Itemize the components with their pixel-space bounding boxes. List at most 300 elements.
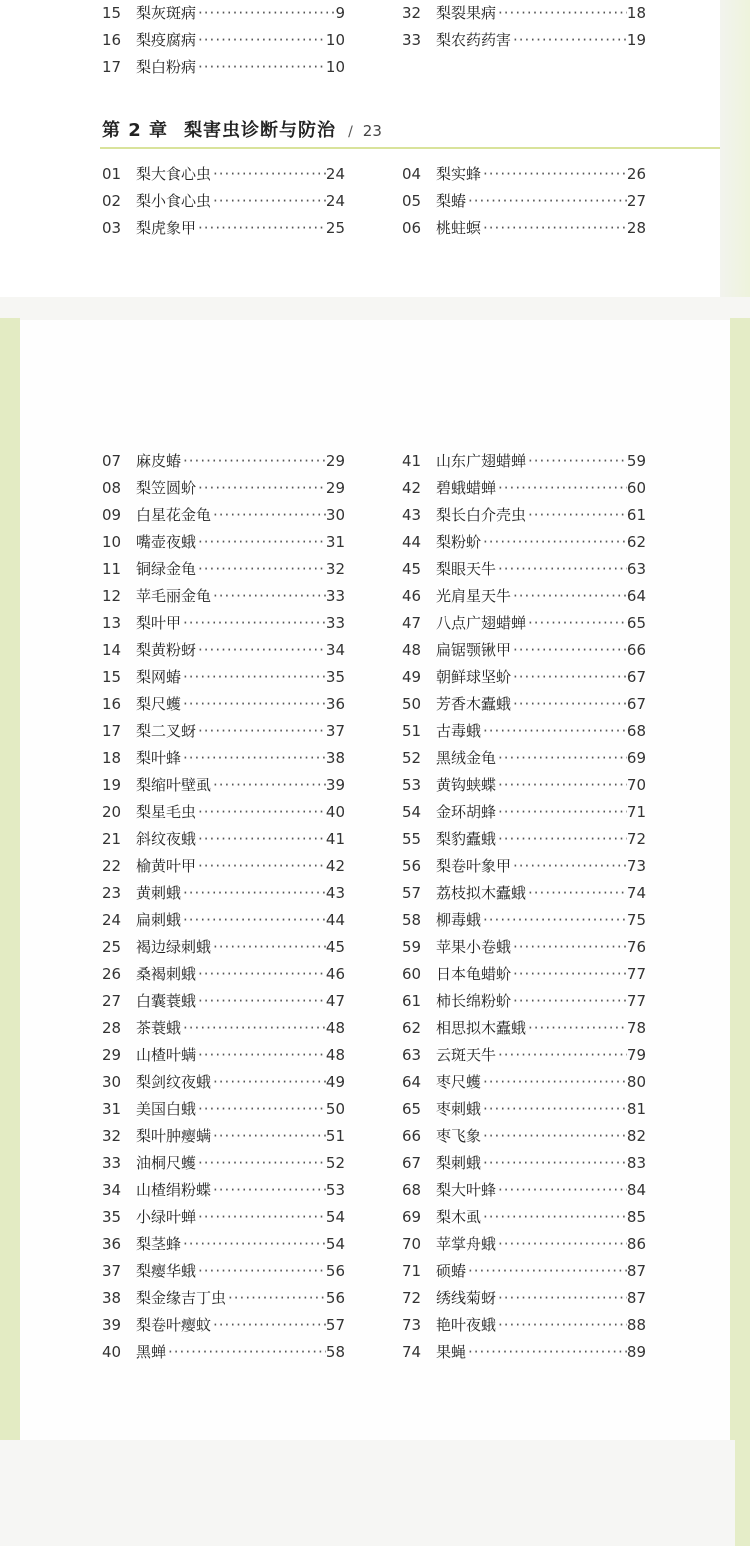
entry-page: 78 <box>626 1019 646 1037</box>
entry-title: 梨卷叶瘿蚊 <box>136 1316 212 1334</box>
entry-number: 40 <box>102 1343 122 1361</box>
entry-title: 云斑天牛 <box>436 1046 497 1064</box>
entry-title: 黄钩蛱蝶 <box>436 776 497 794</box>
entry-page: 35 <box>325 668 345 686</box>
entry-page: 46 <box>325 965 345 983</box>
entry-title: 白囊蓑蛾 <box>136 992 197 1010</box>
entry-title: 梨蝽 <box>436 192 467 210</box>
dot-leader <box>481 161 627 188</box>
entry-page: 33 <box>325 587 345 605</box>
entry-title: 梨大叶蜂 <box>436 1181 497 1199</box>
entry-number: 11 <box>102 560 122 578</box>
toc-entry <box>402 1204 646 1231</box>
entry-number: 31 <box>102 1100 122 1118</box>
entry-title: 梨茎蜂 <box>136 1235 182 1253</box>
entry-number: 67 <box>402 1154 422 1172</box>
toc-entry <box>402 1150 646 1177</box>
toc-entry <box>102 161 345 188</box>
entry-page: 81 <box>626 1100 646 1118</box>
toc-entry <box>402 610 646 637</box>
toc-page-bottom <box>20 320 730 1440</box>
entry-page: 60 <box>626 479 646 497</box>
entry-title: 枣刺蛾 <box>436 1100 482 1118</box>
dot-leader <box>196 215 326 242</box>
dot-leader <box>496 745 627 772</box>
entry-number: 15 <box>102 668 122 686</box>
dot-leader <box>481 718 627 745</box>
toc-entry <box>402 529 646 556</box>
dot-leader <box>481 1123 627 1150</box>
entry-title: 朝鲜球坚蚧 <box>436 668 512 686</box>
entry-title: 梨豹蠹蛾 <box>436 830 497 848</box>
entry-number: 69 <box>402 1208 422 1226</box>
toc-entry <box>402 637 646 664</box>
entry-title: 榆黄叶甲 <box>136 857 197 875</box>
toc-entry <box>402 1231 646 1258</box>
entry-page: 32 <box>325 560 345 578</box>
toc-page-top <box>0 0 720 297</box>
entry-title: 日本龟蜡蚧 <box>436 965 512 983</box>
entry-page: 41 <box>325 830 345 848</box>
entry-page: 31 <box>325 533 345 551</box>
entry-title: 桃蛀螟 <box>436 219 482 237</box>
entry-page: 18 <box>626 4 646 22</box>
entry-title: 黑绒金龟 <box>436 749 497 767</box>
dot-leader <box>196 988 326 1015</box>
toc-entry <box>102 1042 345 1069</box>
entry-number: 15 <box>102 4 122 22</box>
toc-entry <box>102 1069 345 1096</box>
entry-title: 梨小食心虫 <box>136 192 212 210</box>
entry-title: 光肩星天牛 <box>436 587 512 605</box>
entry-page: 19 <box>626 31 646 49</box>
entry-page: 27 <box>626 192 646 210</box>
entry-title: 梨虎象甲 <box>136 219 197 237</box>
dot-leader <box>196 1204 326 1231</box>
entry-page: 89 <box>626 1343 646 1361</box>
entry-page: 48 <box>325 1046 345 1064</box>
entry-title: 梨剑纹夜蛾 <box>136 1073 212 1091</box>
entry-number: 52 <box>402 749 422 767</box>
dot-leader <box>196 54 326 81</box>
entry-title: 柳毒蛾 <box>436 911 482 929</box>
dot-leader <box>526 1015 627 1042</box>
entry-number: 03 <box>102 219 122 237</box>
entry-number: 21 <box>102 830 122 848</box>
dot-leader <box>511 961 627 988</box>
entry-number: 61 <box>402 992 422 1010</box>
entry-number: 10 <box>102 533 122 551</box>
toc-entry <box>402 1042 646 1069</box>
dot-leader <box>196 0 335 27</box>
entry-number: 36 <box>102 1235 122 1253</box>
toc-entry <box>402 799 646 826</box>
dot-leader <box>496 1042 627 1069</box>
entry-number: 42 <box>402 479 422 497</box>
toc-entry <box>402 961 646 988</box>
entry-title: 梨眼天牛 <box>436 560 497 578</box>
entry-number: 19 <box>102 776 122 794</box>
entry-page: 48 <box>325 1019 345 1037</box>
dot-leader <box>196 853 326 880</box>
entry-title: 相思拟木蠹蛾 <box>436 1019 527 1037</box>
toc-entry <box>402 907 646 934</box>
entry-page: 67 <box>626 668 646 686</box>
toc-entry <box>102 502 345 529</box>
dot-leader <box>481 529 627 556</box>
entry-number: 34 <box>102 1181 122 1199</box>
entry-number: 26 <box>102 965 122 983</box>
page-edge-green <box>730 318 750 1442</box>
toc-entry <box>102 556 345 583</box>
entry-title: 梨裂果病 <box>436 4 497 22</box>
entry-number: 60 <box>402 965 422 983</box>
entry-page: 71 <box>626 803 646 821</box>
dot-leader <box>496 1312 627 1339</box>
toc-entry <box>402 1096 646 1123</box>
dot-leader <box>181 610 326 637</box>
dot-leader <box>511 853 627 880</box>
entry-title: 苹果小卷蛾 <box>436 938 512 956</box>
toc-entry <box>102 610 345 637</box>
entry-page: 50 <box>325 1100 345 1118</box>
entry-title: 褐边绿刺蛾 <box>136 938 212 956</box>
dot-leader <box>496 0 627 27</box>
entry-page: 88 <box>626 1316 646 1334</box>
toc-entry <box>102 1339 345 1366</box>
dot-leader <box>211 502 326 529</box>
dot-leader <box>181 664 326 691</box>
entry-number: 57 <box>402 884 422 902</box>
toc-entry <box>402 691 646 718</box>
dot-leader <box>196 637 326 664</box>
dot-leader <box>466 1258 627 1285</box>
entry-page: 29 <box>325 479 345 497</box>
dot-leader <box>196 826 326 853</box>
entry-number: 25 <box>102 938 122 956</box>
entry-title: 梨黄粉蚜 <box>136 641 197 659</box>
chapter-heading <box>102 116 720 146</box>
toc-entry <box>402 664 646 691</box>
entry-title: 芳香木蠹蛾 <box>436 695 512 713</box>
toc-entry <box>102 745 345 772</box>
entry-title: 梨卷叶象甲 <box>436 857 512 875</box>
entry-number: 13 <box>102 614 122 632</box>
entry-title: 油桐尺蠖 <box>136 1154 197 1172</box>
entry-page: 62 <box>626 533 646 551</box>
entry-page: 53 <box>325 1181 345 1199</box>
entry-page: 10 <box>325 31 345 49</box>
entry-page: 47 <box>325 992 345 1010</box>
toc-entry <box>402 448 646 475</box>
entry-page: 67 <box>626 695 646 713</box>
toc-entry <box>402 502 646 529</box>
dot-leader <box>211 1177 326 1204</box>
dot-leader <box>511 664 627 691</box>
entry-number: 56 <box>402 857 422 875</box>
toc-entry <box>402 1312 646 1339</box>
entry-number: 64 <box>402 1073 422 1091</box>
page-gap <box>0 297 750 320</box>
entry-number: 23 <box>102 884 122 902</box>
dot-leader <box>196 1258 326 1285</box>
entry-title: 嘴壶夜蛾 <box>136 533 197 551</box>
dot-leader <box>196 1150 326 1177</box>
toc-entry <box>102 215 345 242</box>
entry-number: 74 <box>402 1343 422 1361</box>
entry-page: 43 <box>325 884 345 902</box>
toc-entry <box>102 988 345 1015</box>
toc-entry <box>402 934 646 961</box>
entry-number: 24 <box>102 911 122 929</box>
entry-number: 09 <box>102 506 122 524</box>
entry-title: 艳叶夜蛾 <box>436 1316 497 1334</box>
dot-leader <box>496 1285 627 1312</box>
entry-title: 古毒蛾 <box>436 722 482 740</box>
toc-column-right <box>402 161 646 242</box>
entry-number: 27 <box>102 992 122 1010</box>
entry-title: 梨尺蠖 <box>136 695 182 713</box>
entry-title: 八点广翅蜡蝉 <box>436 614 527 632</box>
entry-title: 梨网蝽 <box>136 668 182 686</box>
dot-leader <box>481 1069 627 1096</box>
entry-title: 梨缩叶壁虱 <box>136 776 212 794</box>
dot-leader <box>181 448 326 475</box>
entry-page: 84 <box>626 1181 646 1199</box>
dot-leader <box>211 188 326 215</box>
toc-entry <box>402 1285 646 1312</box>
entry-page: 38 <box>325 749 345 767</box>
dot-leader <box>211 161 326 188</box>
entry-title: 枣飞象 <box>436 1127 482 1145</box>
chapter-page: 23 <box>362 122 382 140</box>
entry-title: 山楂叶螨 <box>136 1046 197 1064</box>
entry-page: 61 <box>626 506 646 524</box>
entry-page: 44 <box>325 911 345 929</box>
entry-title: 梨二叉蚜 <box>136 722 197 740</box>
entry-number: 38 <box>102 1289 122 1307</box>
entry-number: 51 <box>402 722 422 740</box>
entry-number: 12 <box>102 587 122 605</box>
toc-column-right <box>402 0 646 54</box>
entry-number: 35 <box>102 1208 122 1226</box>
toc-entry <box>402 161 646 188</box>
dot-leader <box>196 556 326 583</box>
entry-title: 斜纹夜蛾 <box>136 830 197 848</box>
toc-entry <box>402 1015 646 1042</box>
toc-entry <box>102 637 345 664</box>
toc-entry <box>402 826 646 853</box>
dot-leader <box>196 529 326 556</box>
entry-page: 30 <box>325 506 345 524</box>
toc-entry <box>102 853 345 880</box>
entry-page: 49 <box>325 1073 345 1091</box>
entry-number: 16 <box>102 695 122 713</box>
entry-page: 86 <box>626 1235 646 1253</box>
toc-entry <box>102 1258 345 1285</box>
page-gap <box>0 1440 735 1546</box>
entry-page: 82 <box>626 1127 646 1145</box>
dot-leader <box>511 691 627 718</box>
entry-number: 32 <box>402 4 422 22</box>
entry-page: 83 <box>626 1154 646 1172</box>
entry-number: 58 <box>402 911 422 929</box>
dot-leader <box>466 1339 627 1366</box>
toc-entry <box>102 961 345 988</box>
chapter-divider <box>100 147 720 149</box>
dot-leader <box>181 691 326 718</box>
entry-number: 29 <box>102 1046 122 1064</box>
entry-number: 16 <box>102 31 122 49</box>
entry-title: 茶蓑蛾 <box>136 1019 182 1037</box>
entry-number: 59 <box>402 938 422 956</box>
entry-number: 71 <box>402 1262 422 1280</box>
dot-leader <box>196 799 326 826</box>
entry-title: 扁锯颚锹甲 <box>436 641 512 659</box>
toc-entry <box>102 799 345 826</box>
entry-title: 黄刺蛾 <box>136 884 182 902</box>
chapter-title: 梨害虫诊断与防治 <box>184 120 337 141</box>
entry-title: 梨刺蛾 <box>436 1154 482 1172</box>
toc-column-left <box>102 161 345 242</box>
dot-leader <box>496 772 627 799</box>
dot-leader <box>526 448 627 475</box>
entry-page: 75 <box>626 911 646 929</box>
entry-number: 02 <box>102 192 122 210</box>
entry-title: 柿长绵粉蚧 <box>436 992 512 1010</box>
entry-title: 荔枝拟木蠹蛾 <box>436 884 527 902</box>
dot-leader <box>196 1042 326 1069</box>
entry-page: 77 <box>626 965 646 983</box>
entry-title: 梨大食心虫 <box>136 165 212 183</box>
toc-entry <box>402 988 646 1015</box>
entry-page: 56 <box>325 1289 345 1307</box>
toc-column-left <box>102 0 345 81</box>
entry-page: 65 <box>626 614 646 632</box>
entry-number: 41 <box>402 452 422 470</box>
dot-leader <box>196 961 326 988</box>
dot-leader <box>466 188 627 215</box>
entry-title: 梨叶甲 <box>136 614 182 632</box>
dot-leader <box>511 583 627 610</box>
toc-entry <box>102 1015 345 1042</box>
dot-leader <box>181 1231 326 1258</box>
dot-leader <box>196 475 326 502</box>
entry-page: 87 <box>626 1262 646 1280</box>
entry-number: 30 <box>102 1073 122 1091</box>
entry-number: 55 <box>402 830 422 848</box>
toc-entry <box>402 475 646 502</box>
entry-title: 梨白粉病 <box>136 58 197 76</box>
entry-number: 01 <box>102 165 122 183</box>
toc-entry <box>102 188 345 215</box>
dot-leader <box>181 1015 326 1042</box>
entry-title: 桑褐刺蛾 <box>136 965 197 983</box>
toc-entry <box>102 448 345 475</box>
entry-title: 麻皮蝽 <box>136 452 182 470</box>
entry-title: 绣线菊蚜 <box>436 1289 497 1307</box>
toc-entry <box>102 772 345 799</box>
toc-column-right <box>402 448 646 1366</box>
entry-number: 07 <box>102 452 122 470</box>
entry-title: 梨叶肿瘿螨 <box>136 1127 212 1145</box>
entry-number: 54 <box>402 803 422 821</box>
entry-title: 小绿叶蝉 <box>136 1208 197 1226</box>
toc-entry <box>102 880 345 907</box>
entry-number: 62 <box>402 1019 422 1037</box>
entry-page: 58 <box>325 1343 345 1361</box>
entry-number: 33 <box>102 1154 122 1172</box>
entry-page: 63 <box>626 560 646 578</box>
dot-leader <box>526 502 627 529</box>
toc-entry <box>102 1177 345 1204</box>
entry-title: 梨金缘吉丁虫 <box>136 1289 227 1307</box>
dot-leader <box>496 475 627 502</box>
entry-page: 40 <box>325 803 345 821</box>
dot-leader <box>481 907 627 934</box>
toc-entry <box>402 583 646 610</box>
entry-number: 08 <box>102 479 122 497</box>
toc-entry <box>402 215 646 242</box>
entry-number: 63 <box>402 1046 422 1064</box>
entry-title: 山楂绢粉蝶 <box>136 1181 212 1199</box>
toc-entry <box>102 27 345 54</box>
entry-page: 39 <box>325 776 345 794</box>
entry-number: 05 <box>402 192 422 210</box>
entry-number: 20 <box>102 803 122 821</box>
dot-leader <box>196 1096 326 1123</box>
dot-leader <box>511 637 627 664</box>
entry-title: 梨农药药害 <box>436 31 512 49</box>
entry-title: 金环胡蜂 <box>436 803 497 821</box>
dot-leader <box>211 1312 326 1339</box>
dot-leader <box>181 745 326 772</box>
dot-leader <box>511 27 627 54</box>
toc-entry <box>402 556 646 583</box>
dot-leader <box>511 988 627 1015</box>
page-edge-green <box>735 1440 750 1546</box>
entry-page: 74 <box>626 884 646 902</box>
toc-entry <box>402 1069 646 1096</box>
dot-leader <box>181 880 326 907</box>
entry-number: 44 <box>402 533 422 551</box>
entry-page: 9 <box>335 4 345 22</box>
entry-page: 36 <box>325 695 345 713</box>
toc-entry <box>102 718 345 745</box>
entry-title: 梨叶蜂 <box>136 749 182 767</box>
toc-entry <box>402 27 646 54</box>
toc-entry <box>402 718 646 745</box>
entry-number: 48 <box>402 641 422 659</box>
entry-number: 72 <box>402 1289 422 1307</box>
toc-entry <box>102 475 345 502</box>
dot-leader <box>496 1177 627 1204</box>
entry-page: 33 <box>325 614 345 632</box>
entry-page: 26 <box>626 165 646 183</box>
toc-entry <box>102 1150 345 1177</box>
toc-entry <box>102 54 345 81</box>
entry-page: 68 <box>626 722 646 740</box>
dot-leader <box>511 934 627 961</box>
toc-entry <box>402 772 646 799</box>
dot-leader <box>196 27 326 54</box>
entry-number: 17 <box>102 58 122 76</box>
entry-title: 枣尺蠖 <box>436 1073 482 1091</box>
toc-entry <box>402 1258 646 1285</box>
toc-entry <box>402 1123 646 1150</box>
entry-title: 美国白蛾 <box>136 1100 197 1118</box>
page-edge-green <box>720 0 750 300</box>
